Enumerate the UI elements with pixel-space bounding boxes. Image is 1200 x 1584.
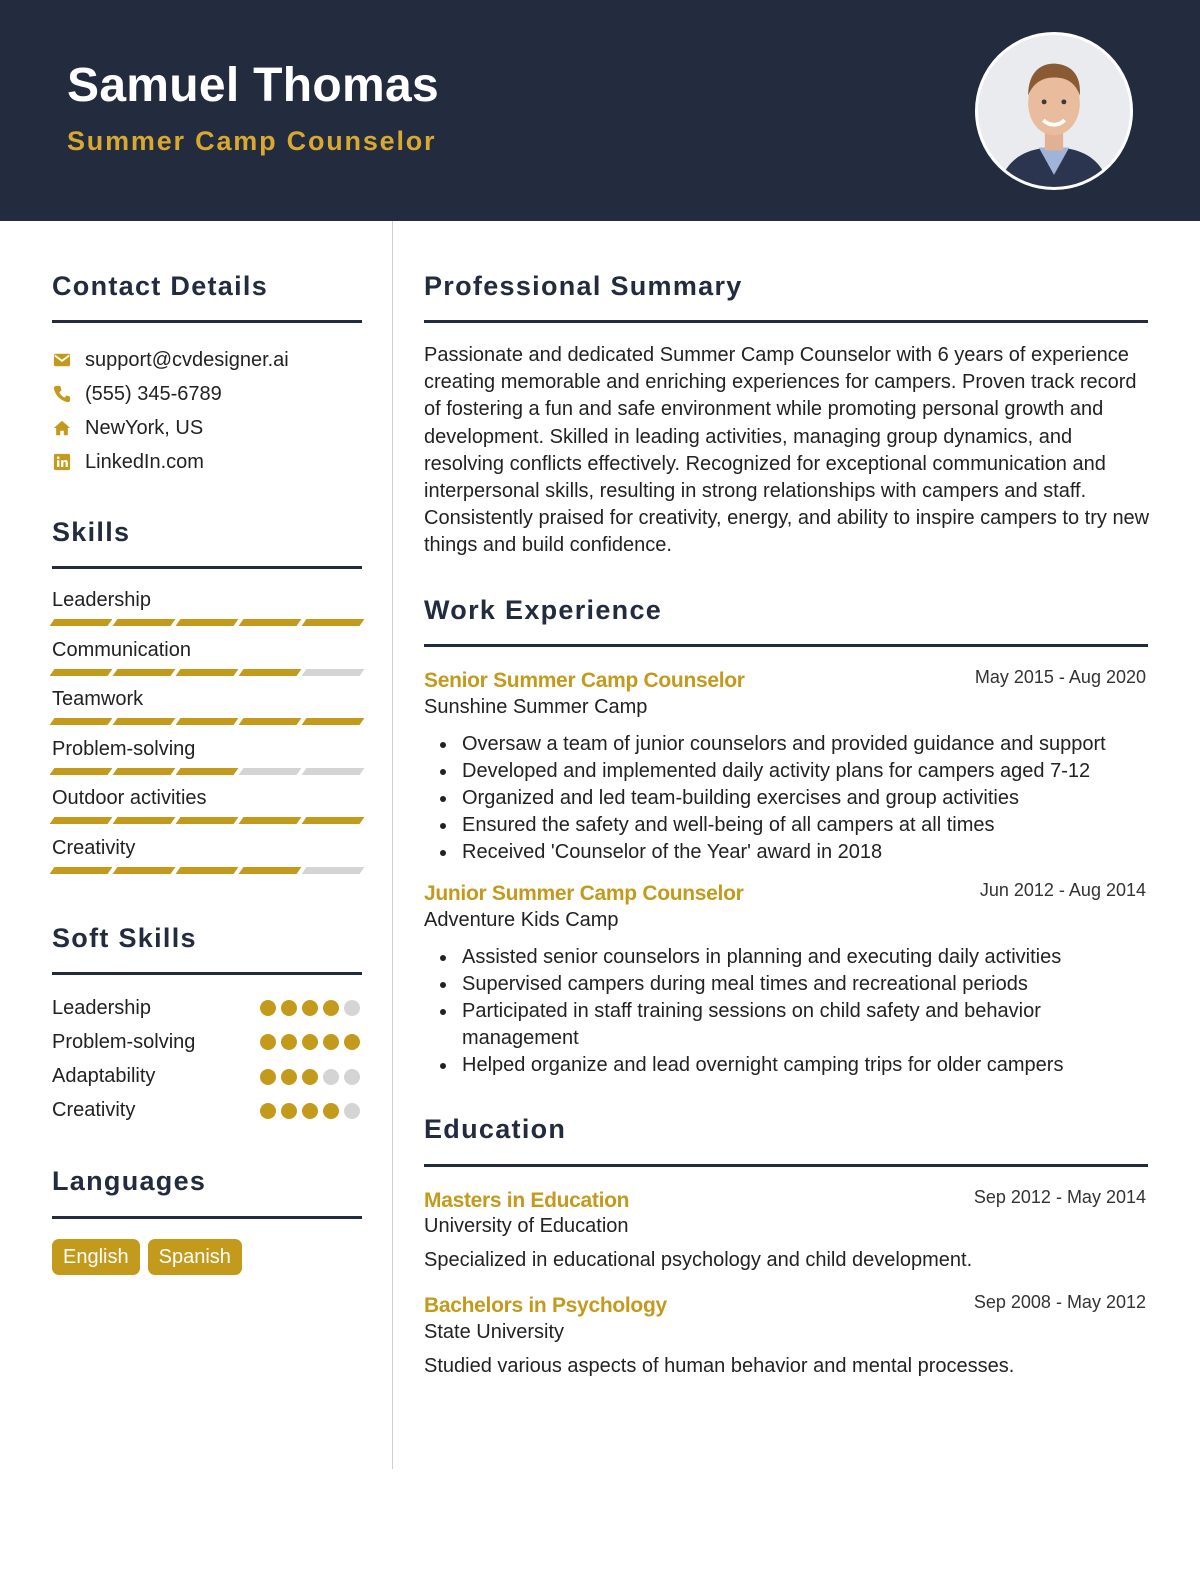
skill-rating-segment [239,718,302,725]
job-bullets [424,944,1144,1079]
job-bullet: Participated in staff training sessions on child safety and behavior management [424,998,1144,1052]
job-organization: Adventure Kids Camp [424,909,619,931]
skill-label: Outdoor activities [52,787,207,810]
job-bullet: Helped organize and lead overnight camping trips for older campers [424,1052,1144,1079]
soft-skill-row [52,1029,362,1055]
languages-list [52,1239,242,1275]
soft-skill-label: Problem-solving [52,1030,196,1053]
skill-label: Leadership [52,589,151,611]
resume-header [0,0,1200,221]
rating-dot [302,1000,318,1016]
column-divider [392,221,393,1469]
contact-linkedin[interactable] [52,449,204,475]
rating-dot [260,1069,276,1085]
skill-rating-segment [239,768,302,775]
skill-rating-segment [113,768,176,775]
contact-section-title: Contact Details [52,271,269,301]
rating-dot [302,1069,318,1085]
skill-rating-bar [52,817,362,824]
skill-rating-segment [239,619,302,626]
rating-dot [281,1103,297,1119]
soft-skill-rating [260,1069,362,1085]
skill-rating-bar [52,669,362,676]
job-title: Junior Summer Camp Counselor [424,882,744,905]
home-icon [52,418,72,438]
skill-rating-segment [176,867,239,874]
degree-dates: Sep 2012 - May 2014 [973,1187,1146,1207]
experience-section-rule [424,644,1148,647]
rating-dot [323,1034,339,1050]
skill-rating-segment [302,669,365,676]
contact-location-text: NewYork, US [85,416,204,439]
contact-phone-text: (555) 345-6789 [85,382,222,405]
skills-section-rule [52,566,362,569]
contact-section-rule [52,320,362,323]
skill-rating-segment [176,768,239,775]
job-title: Senior Summer Camp Counselor [424,669,745,692]
envelope-icon [52,350,72,370]
rating-dot [302,1103,318,1119]
rating-dot [323,1103,339,1119]
rating-dot [344,1069,360,1085]
skill-label: Teamwork [52,688,144,711]
rating-dot [260,1103,276,1119]
skill-rating-segment [50,619,113,626]
skill-rating-segment [50,718,113,725]
job-bullet: Developed and implemented daily activity plans for campers aged 7-12 [424,758,1144,785]
job-dates: May 2015 - Aug 2020 [974,667,1146,687]
job-bullets [424,731,1144,866]
skill-rating-bar [52,619,362,626]
skill-rating-segment [113,817,176,824]
degree-title: Bachelors in Psychology [424,1294,667,1317]
soft-skill-row [52,1098,362,1124]
candidate-name: Samuel Thomas [67,59,440,112]
rating-dot [260,1000,276,1016]
school-name: University of Education [424,1215,629,1237]
language-tag: English [52,1239,140,1275]
rating-dot [344,1034,360,1050]
contact-email[interactable] [52,347,289,373]
contact-location [52,415,203,441]
skill-rating-segment [302,867,365,874]
profile-photo [978,35,1130,187]
skill-rating-segment [302,817,365,824]
skill-rating-segment [113,867,176,874]
summary-text: Passionate and dedicated Summer Camp Counselor with 6 years of experience creating memorable and enriching experiences for campers. Proven track record of fostering a fun and safe environment while promoting personal growth and development. Skilled in leading activities, managing group dynamics, and resolving conflicts effectively. Recognized for exceptional communication and interpersonal skills, resulting in strong relationships with campers and staff. Consistently praised for creativity, energy, and ability to inspire campers to try new things and build confidence. [424,344,1150,557]
skill-rating-segment [176,619,239,626]
skill-rating-segment [50,867,113,874]
summary-section-title: Professional Summary [424,271,743,301]
education-section-title: Education [424,1114,567,1144]
skill-label: Problem-solving [52,737,196,760]
education-section-rule [424,1164,1148,1167]
skill-rating-segment [239,867,302,874]
rating-dot [281,1000,297,1016]
job-bullet: Supervised campers during meal times and recreational periods [424,971,1144,998]
languages-section-title: Languages [52,1166,207,1196]
job-dates: Jun 2012 - Aug 2014 [979,880,1146,900]
contact-phone[interactable] [52,381,222,407]
degree-description: Studied various aspects of human behavior and mental processes. [424,1355,1015,1377]
linkedin-icon [52,452,72,472]
avatar [975,32,1133,190]
skill-rating-bar [52,867,362,874]
skill-rating-segment [302,718,365,725]
school-name: State University [424,1321,565,1343]
contact-linkedin-text: LinkedIn.com [85,450,204,473]
job-bullet: Oversaw a team of junior counselors and provided guidance and support [424,731,1144,758]
skill-rating-segment [176,817,239,824]
degree-title: Masters in Education [424,1189,630,1212]
job-bullet: Received 'Counselor of the Year' award in 2018 [424,839,1144,866]
soft-skill-row [52,995,362,1021]
rating-dot [281,1034,297,1050]
job-bullet: Organized and led team-building exercises and group activities [424,785,1144,812]
skill-rating-segment [239,669,302,676]
soft-skill-row [52,1064,362,1090]
skill-rating-segment [302,619,365,626]
degree-dates: Sep 2008 - May 2012 [973,1292,1146,1312]
job-organization: Sunshine Summer Camp [424,696,648,718]
skill-rating-segment [176,718,239,725]
soft-skill-rating [260,1103,362,1119]
skill-rating-segment [50,669,113,676]
candidate-title: Summer Camp Counselor [67,126,437,156]
degree-description: Specialized in educational psychology and child development. [424,1249,973,1271]
skill-rating-segment [239,817,302,824]
skill-rating-bar [52,768,362,775]
skill-rating-segment [302,768,365,775]
rating-dot [323,1069,339,1085]
skill-rating-bar [52,718,362,725]
experience-section-title: Work Experience [424,595,663,625]
summary-section-rule [424,320,1148,323]
skill-rating-segment [113,718,176,725]
skill-rating-segment [176,669,239,676]
job-bullet: Ensured the safety and well-being of all campers at all times [424,812,1144,839]
language-tag: Spanish [148,1239,242,1275]
job-bullet: Assisted senior counselors in planning and executing daily activities [424,944,1144,971]
skill-rating-segment [50,817,113,824]
rating-dot [344,1000,360,1016]
rating-dot [260,1034,276,1050]
soft-skill-label: Adaptability [52,1065,156,1088]
soft-skills-section-title: Soft Skills [52,923,197,953]
soft-skill-label: Leadership [52,996,151,1019]
languages-section-rule [52,1216,362,1219]
soft-skill-rating [260,1034,362,1050]
soft-skill-label: Creativity [52,1099,136,1122]
rating-dot [302,1034,318,1050]
phone-icon [52,384,72,404]
skill-rating-segment [50,768,113,775]
skill-label: Communication [52,638,191,661]
soft-skill-rating [260,1000,362,1016]
rating-dot [323,1000,339,1016]
skill-rating-segment [113,669,176,676]
rating-dot [281,1069,297,1085]
skills-section-title: Skills [52,517,131,547]
contact-email-text: support@cvdesigner.ai [85,348,289,371]
skill-rating-segment [113,619,176,626]
rating-dot [344,1103,360,1119]
soft-skills-section-rule [52,972,362,975]
skill-label: Creativity [52,837,136,859]
